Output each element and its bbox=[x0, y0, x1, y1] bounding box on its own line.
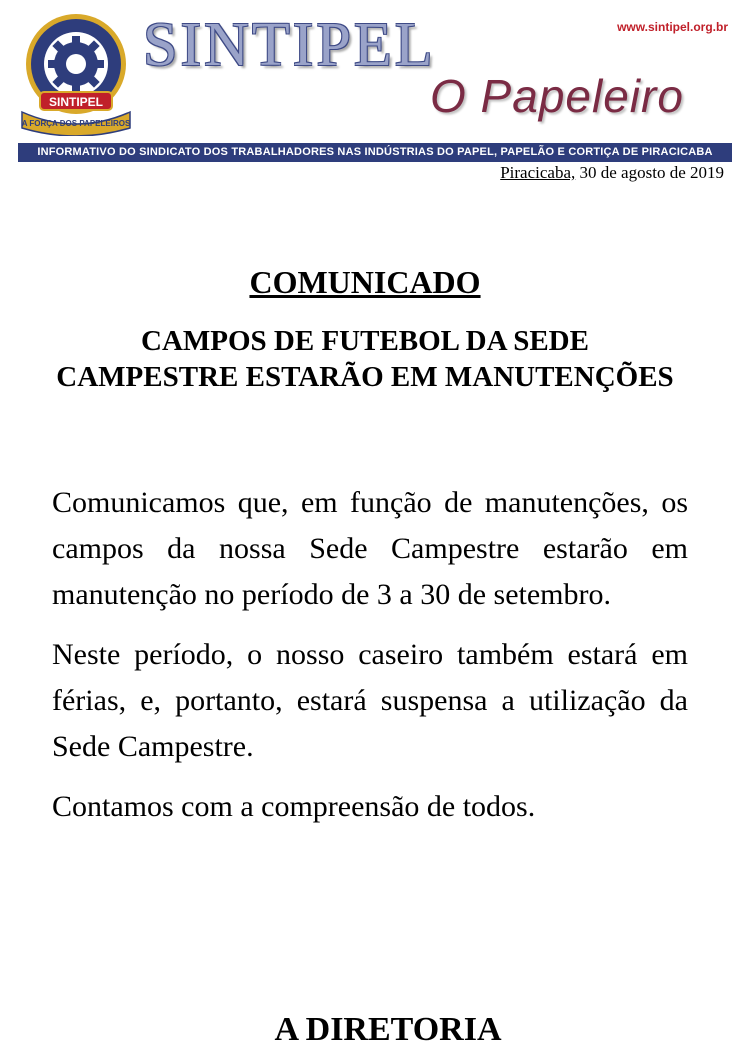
gear-logo-icon bbox=[18, 12, 134, 136]
notice-body bbox=[52, 480, 688, 844]
notice-subject-line-1: CAMPOS DE FUTEBOL DA SEDE bbox=[141, 325, 589, 357]
body-paragraph-1: Comunicamos que, em função de manutenções, os campos da nossa Sede Campestre estarão em manutenção no período de 3 a 30 de setembro. bbox=[52, 486, 688, 611]
notice-heading: COMUNICADO bbox=[249, 264, 481, 300]
logo-name: SINTIPEL bbox=[48, 95, 104, 109]
masthead bbox=[0, 0, 750, 170]
notice-subject bbox=[0, 323, 730, 395]
brand-title: SINTIPEL bbox=[143, 11, 436, 79]
dateline-city: Piracicaba, bbox=[500, 163, 576, 182]
notice-subject-line-2: CAMPESTRE ESTARÃO EM MANUTENÇÕES bbox=[56, 361, 674, 393]
logo-motto: A FORÇA DOS PAPELEIROS bbox=[21, 119, 131, 128]
brand-subtitle: O Papeleiro bbox=[430, 70, 684, 122]
masthead-banner: INFORMATIVO DO SINDICATO DOS TRABALHADORES NAS INDÚSTRIAS DO PAPEL, PAPELÃO E CORTIÇA DE PIRACICABA bbox=[18, 143, 732, 162]
body-paragraph-3: Contamos com a compreensão de todos. bbox=[52, 790, 536, 823]
signature: A DIRETORIA bbox=[274, 1011, 502, 1048]
website-link[interactable]: www.sintipel.org.br bbox=[617, 20, 728, 34]
dateline-date: 30 de agosto de 2019 bbox=[579, 163, 724, 182]
dateline bbox=[500, 163, 724, 183]
body-paragraph-2: Neste período, o nosso caseiro também estará em férias, e, portanto, estará suspensa a utilização da Sede Campestre. bbox=[52, 638, 688, 763]
